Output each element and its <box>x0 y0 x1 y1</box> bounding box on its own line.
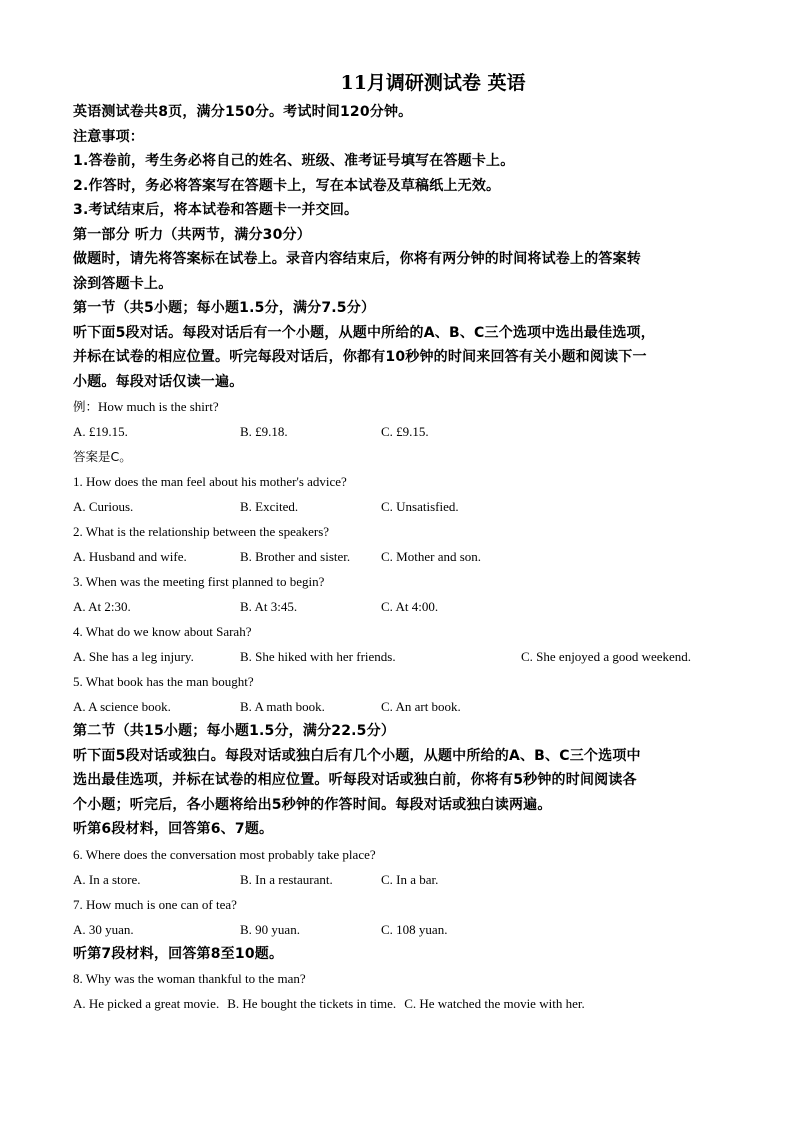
question-3-options <box>73 594 733 619</box>
exam-intro: 英语测试卷共8页，满分150分。考试时间120分钟。 <box>73 104 413 120</box>
question-7-options <box>73 917 733 942</box>
question-6-options <box>73 867 733 892</box>
option-a: A. At 2:30. <box>73 599 131 614</box>
example-answer: 答案是C。 <box>73 449 132 464</box>
section2-instruction: 听下面5段对话或独白。每段对话或独白后有几个小题，从题中所给的A、B、C三个选项中 <box>73 747 641 764</box>
option-c: C. At 4:00. <box>381 599 439 614</box>
option-a: A. A science book. <box>73 699 171 714</box>
option-c: C. An art book. <box>381 699 461 714</box>
question-2: 2. What is the relationship between the speakers? <box>73 524 330 539</box>
part1-instruction: 涂到答题卡上。 <box>73 275 173 292</box>
question-6: 6. Where does the conversation most probably take place? <box>73 846 376 862</box>
option-b: B. At 3:45. <box>240 599 298 614</box>
question-5: 5. What book has the man bought? <box>73 674 254 689</box>
option-a: A. In a store. <box>73 871 141 887</box>
section2-heading: 第二节（共15小题；每小题1.5分，满分22.5分） <box>73 723 396 739</box>
option-c: C. He watched the movie with her. <box>404 996 585 1011</box>
option-b: B. £9.18. <box>240 424 288 439</box>
exam-page <box>73 68 733 1016</box>
question-4-options <box>73 644 733 669</box>
example-question-text: How much is the shirt? <box>98 399 219 414</box>
section2-instruction: 个小题；听完后，各小题将给出5秒钟的作答时间。每段对话或独白读两遍。 <box>73 796 552 813</box>
notice-item: 2.作答时，务必将答案写在答题卡上，写在本试卷及草稿纸上无效。 <box>73 177 501 194</box>
option-c: C. 108 yuan. <box>381 921 448 937</box>
option-b: B. A math book. <box>240 699 325 714</box>
notice-item: 1.答卷前，考生务必将自己的姓名、班级、准考证号填写在答题卡上。 <box>73 153 515 169</box>
option-a: A. £19.15. <box>73 424 128 439</box>
notice-heading: 注意事项： <box>73 128 144 145</box>
option-a: A. She has a leg injury. <box>73 649 194 664</box>
example-prefix: 例： <box>73 399 99 414</box>
section1-instruction: 听下面5段对话。每段对话后有一个小题，从题中所给的A、B、C三个选项中选出最佳选项， <box>73 324 655 341</box>
option-c: C. She enjoyed a good weekend. <box>521 649 692 664</box>
question-4: 4. What do we know about Sarah? <box>73 624 252 639</box>
question-8-options <box>73 991 733 1016</box>
option-b: B. He bought the tickets in time. <box>227 996 397 1011</box>
question-1-options <box>73 494 733 519</box>
material-6-heading: 听第6段材料，回答第6、7题。 <box>73 821 274 837</box>
section2-instruction: 选出最佳选项，并标在试卷的相应位置。听每段对话或独白前，你将有5秒钟的时间阅读各 <box>73 772 637 788</box>
part1-instruction: 做题时，请先将答案标在试卷上。录音内容结束后，你将有两分钟的时间将试卷上的答案转 <box>73 251 641 267</box>
section1-instruction: 小题。每段对话仅读一遍。 <box>73 373 244 390</box>
material-7-heading: 听第7段材料，回答第8至10题。 <box>73 945 284 962</box>
option-a: A. Husband and wife. <box>73 549 187 564</box>
part1-heading: 第一部分 听力（共两节，满分30分） <box>73 226 311 243</box>
notice-item: 3.考试结束后，将本试卷和答题卡一并交回。 <box>73 202 359 218</box>
option-b: B. Excited. <box>240 499 299 514</box>
option-a: A. He picked a great movie. <box>73 996 220 1011</box>
option-c: C. Unsatisfied. <box>381 499 459 514</box>
exam-title: 11月调研测试卷 英语 <box>340 72 526 94</box>
option-b: B. Brother and sister. <box>240 549 351 564</box>
option-b: B. She hiked with her friends. <box>240 649 396 664</box>
question-8: 8. Why was the woman thankful to the man? <box>73 971 306 986</box>
option-c: C. Mother and son. <box>381 549 482 564</box>
option-b: B. 90 yuan. <box>240 921 300 937</box>
example-options <box>73 419 733 444</box>
option-c: C. In a bar. <box>381 871 439 887</box>
option-c: C. £9.15. <box>381 424 429 439</box>
option-b: B. In a restaurant. <box>240 871 333 887</box>
section1-heading: 第一节（共5小题；每小题1.5分，满分7.5分） <box>73 300 376 316</box>
option-a: A. Curious. <box>73 499 134 514</box>
section1-instruction: 并标在试卷的相应位置。听完每段对话后，你都有10秒钟的时间来回答有关小题和阅读下一 <box>73 349 647 365</box>
question-2-options <box>73 544 733 569</box>
question-7: 7. How much is one can of tea? <box>73 896 237 912</box>
example-question <box>73 394 733 419</box>
question-1: 1. How does the man feel about his mother's advice? <box>73 474 347 489</box>
option-a: A. 30 yuan. <box>73 921 134 937</box>
question-5-options <box>73 694 733 719</box>
question-3: 3. When was the meeting first planned to begin? <box>73 574 325 589</box>
